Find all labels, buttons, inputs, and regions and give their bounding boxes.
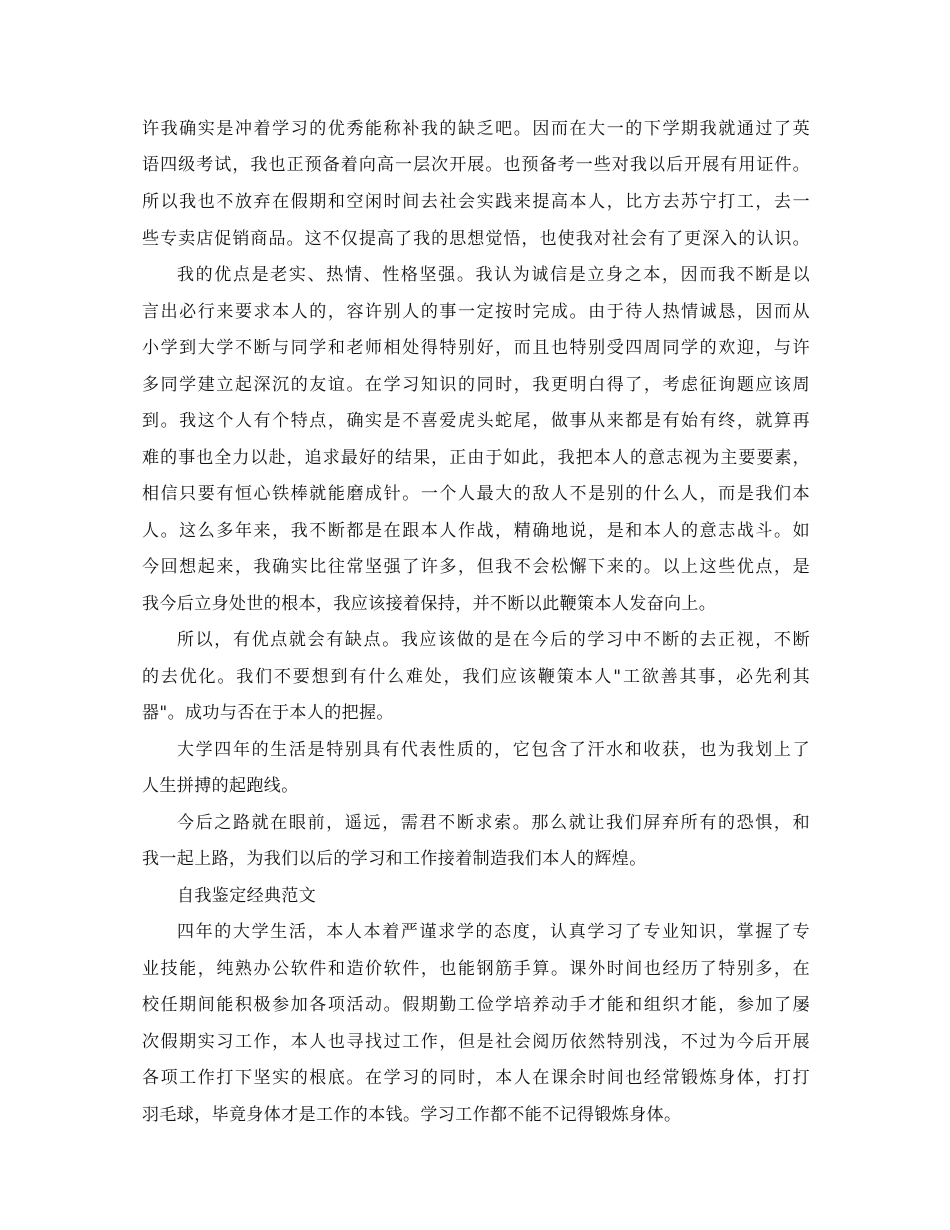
text-line: 语四级考试，我也正预备着向高一层次开展。也预备考一些对我以后开展有用证件。: [142, 155, 810, 175]
paragraph-first-line: 我的优点是老实、热情、性格坚强。我认为诚信是立身之本，因而我不断是以: [177, 265, 810, 285]
text-line: 多同学建立起深沉的友谊。在学习知识的同时，我更明白得了，考虑征询题应该周: [142, 375, 810, 395]
text-line: 今回想起来，我确实比往常坚强了许多，但我不会松懈下来的。以上这些优点，是: [142, 557, 810, 577]
text-line: 言出必行来要求本人的，容许别人的事一定按时完成。由于待人热情诚恳，因而从: [142, 302, 810, 322]
text-line: 许我确实是冲着学习的优秀能称补我的缺乏吧。因而在大一的下学期我就通过了英: [142, 119, 810, 139]
text-line: 业技能，纯熟办公软件和造价软件，也能钢筋手算。课外时间也经历了特别多，在: [142, 959, 810, 979]
text-line: 所以我也不放弃在假期和空闲时间去社会实践来提高本人，比方去苏宁打工，去一: [142, 192, 810, 212]
text-line: 校任期间能积极参加各项活动。假期勤工俭学培养动手才能和组织才能，参加了屡: [142, 995, 810, 1015]
text-line: 器"。成功与否在于本人的把握。: [142, 703, 394, 723]
text-line: 次假期实习工作，本人也寻找过工作，但是社会阅历依然特别浅，不过为今后开展: [142, 1032, 810, 1052]
paragraph-first-line: 所以，有优点就会有缺点。我应该做的是在今后的学习中不断的去正视，不断: [177, 630, 810, 650]
text-line: 羽毛球，毕竟身体才是工作的本钱。学习工作都不能不记得锻炼身体。: [142, 1105, 682, 1125]
text-line: 些专卖店促销商品。这不仅提高了我的思想觉悟，也使我对社会有了更深入的认识。: [142, 229, 810, 249]
paragraph-first-line: 今后之路就在眼前，遥远，需君不断求索。那么就让我们屏弃所有的恐惧，和: [177, 813, 810, 833]
text-line: 各项工作打下坚实的根底。在学习的同时，本人在课余时间也经常锻炼身体，打打: [142, 1068, 810, 1088]
text-line: 我一起上路，为我们以后的学习和工作接着制造我们本人的辉煌。: [142, 849, 647, 869]
paragraph-first-line: 大学四年的生活是特别具有代表性质的，它包含了汗水和收获，也为我划上了: [177, 740, 810, 760]
text-line: 相信只要有恒心铁棒就能磨成针。一个人最大的敌人不是别的什么人，而是我们本: [142, 484, 810, 504]
text-line: 的去优化。我们不要想到有什么难处，我们应该鞭策本人"工欲善其事，必先利其: [142, 667, 810, 687]
text-line: 人。这么多年来，我不断都是在跟本人作战，精确地说，是和本人的意志战斗。如: [142, 521, 810, 541]
text-line: 人生拼搏的起跑线。: [142, 776, 299, 796]
section-heading: 自我鉴定经典范文: [177, 886, 317, 906]
paragraph-first-line: 四年的大学生活，本人本着严谨求学的态度，认真学习了专业知识，掌握了专: [177, 922, 810, 942]
text-line: 到。我这个人有个特点，确实是不喜爱虎头蛇尾，做事从来都是有始有终，就算再: [142, 411, 810, 431]
text-line: 我今后立身处世的根本，我应该接着保持，并不断以此鞭策本人发奋向上。: [142, 594, 717, 614]
text-line: 难的事也全力以赴，追求最好的结果，正由于如此，我把本人的意志视为主要要素，: [142, 448, 810, 468]
text-line: 小学到大学不断与同学和老师相处得特别好，而且也特别受四周同学的欢迎，与许: [142, 338, 810, 358]
